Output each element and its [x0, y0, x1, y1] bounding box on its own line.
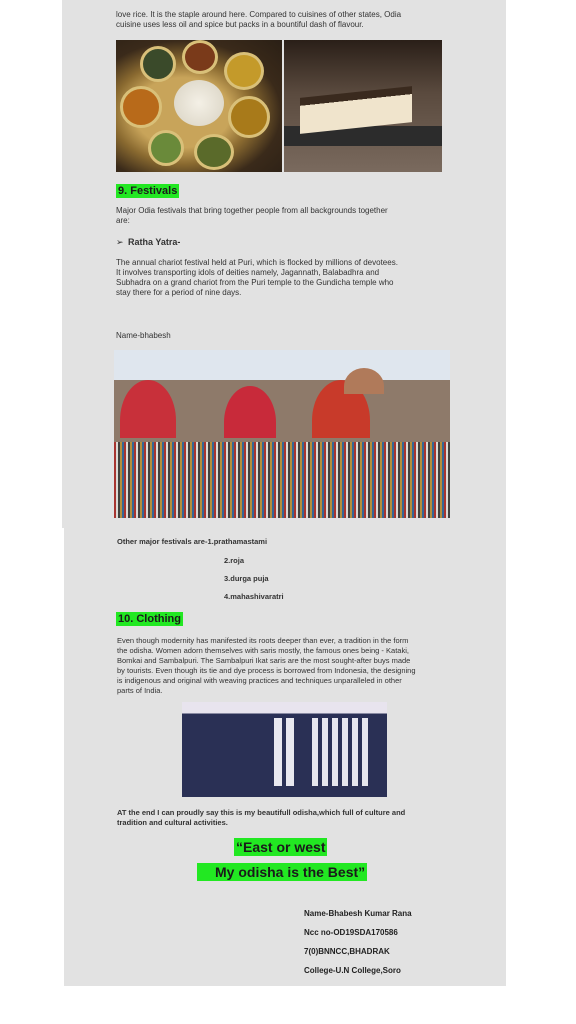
- food-bowl: [140, 46, 176, 82]
- ratha-desc-line-3: Subhadra on a grand chariot from the Puri temple to the Gundicha temple who: [116, 278, 394, 287]
- food-bowl: [182, 40, 218, 74]
- rice-mound: [174, 80, 224, 126]
- festivals-heading: 9. Festivals: [118, 185, 178, 197]
- temple-tower: [344, 368, 384, 394]
- chariot: [224, 386, 276, 438]
- conclusion-line-2: tradition and cultural activities.: [117, 818, 228, 827]
- clothing-line-2: the odisha. Women adorn themselves with saris mostly, the famous ones being - Kataki,: [117, 646, 409, 655]
- signature-college: College-U.N College,Soro: [304, 966, 401, 975]
- saree-stripe: [286, 718, 294, 786]
- chariot: [120, 380, 176, 438]
- clothing-heading: 10. Clothing: [118, 613, 181, 625]
- food-bowl: [194, 134, 234, 170]
- ratha-yatra-title: Ratha Yatra-: [128, 237, 181, 247]
- signature-unit: 7(0)BNNCC,BHADRAK: [304, 947, 390, 956]
- intro-text-line-1: love rice. It is the staple around here. Compared to cuisines of other states, Odia: [116, 10, 402, 19]
- document-page-1: [62, 0, 506, 528]
- ratha-desc-line-4: stay there for a period of nine days.: [116, 288, 242, 297]
- clothing-line-3: Bomkai and Sambalpuri. The Sambalpuri Ikat saris are the most sought-after buys made: [117, 656, 411, 665]
- festival-item-4: 4.mahashivaratri: [224, 592, 284, 601]
- slogan-line-1: “East or west: [236, 839, 326, 855]
- intro-text-line-2: cuisine uses less oil and spice but packs in a bountiful dash of flavour.: [116, 20, 364, 29]
- crowd: [114, 442, 450, 518]
- food-bowl: [224, 52, 264, 90]
- festival-item-2: 2.roja: [224, 556, 245, 565]
- saree-border: [312, 718, 372, 786]
- signature-ncc-number: Ncc no-OD19SDA170586: [304, 928, 398, 937]
- chhena-poda-photo: [284, 40, 442, 172]
- other-festivals-line: Other major festivals are-1.prathamastami: [117, 537, 268, 546]
- document-page-2: [64, 526, 506, 986]
- food-bowl: [148, 130, 184, 166]
- food-bowl: [228, 96, 270, 138]
- ratha-yatra-photo: [114, 350, 450, 518]
- slogan-line-2: My odisha is the Best”: [197, 863, 367, 881]
- clothing-line-5: is indigenous and original with weaving practices and techniques unparalleled in other: [117, 676, 402, 685]
- ratha-desc-line-1: The annual chariot festival held at Puri, which is flocked by millions of devotees.: [116, 258, 398, 267]
- festivals-intro-line-2: are:: [116, 216, 130, 225]
- festival-item-3: 3.durga puja: [224, 574, 269, 583]
- odia-thali-photo: [116, 40, 282, 172]
- festivals-intro-line-1: Major Odia festivals that bring together people from all backgrounds together: [116, 206, 388, 215]
- conclusion-line-1: AT the end I can proudly say this is my beautifull odisha,which full of culture and: [117, 808, 406, 817]
- clothing-line-1: Even though modernity has manifested its roots deeper than ever, a tradition in the form: [117, 636, 409, 645]
- ratha-desc-line-2: It involves transporting idols of deities namely, Jagannath, Balabadhra and: [116, 268, 380, 277]
- bullet-arrow-icon: ➢: [116, 237, 124, 247]
- clothing-line-4: by tourists. Even though its tie and dye process is borrowed from Indonesia, the designing: [117, 666, 416, 675]
- clothing-line-6: parts of India.: [117, 686, 163, 695]
- food-bowl: [120, 86, 162, 128]
- sambalpuri-saree-photo: [182, 702, 387, 797]
- saree-stripe: [274, 718, 282, 786]
- name-line: Name-bhabesh: [116, 331, 171, 340]
- signature-name: Name-Bhabesh Kumar Rana: [304, 909, 412, 918]
